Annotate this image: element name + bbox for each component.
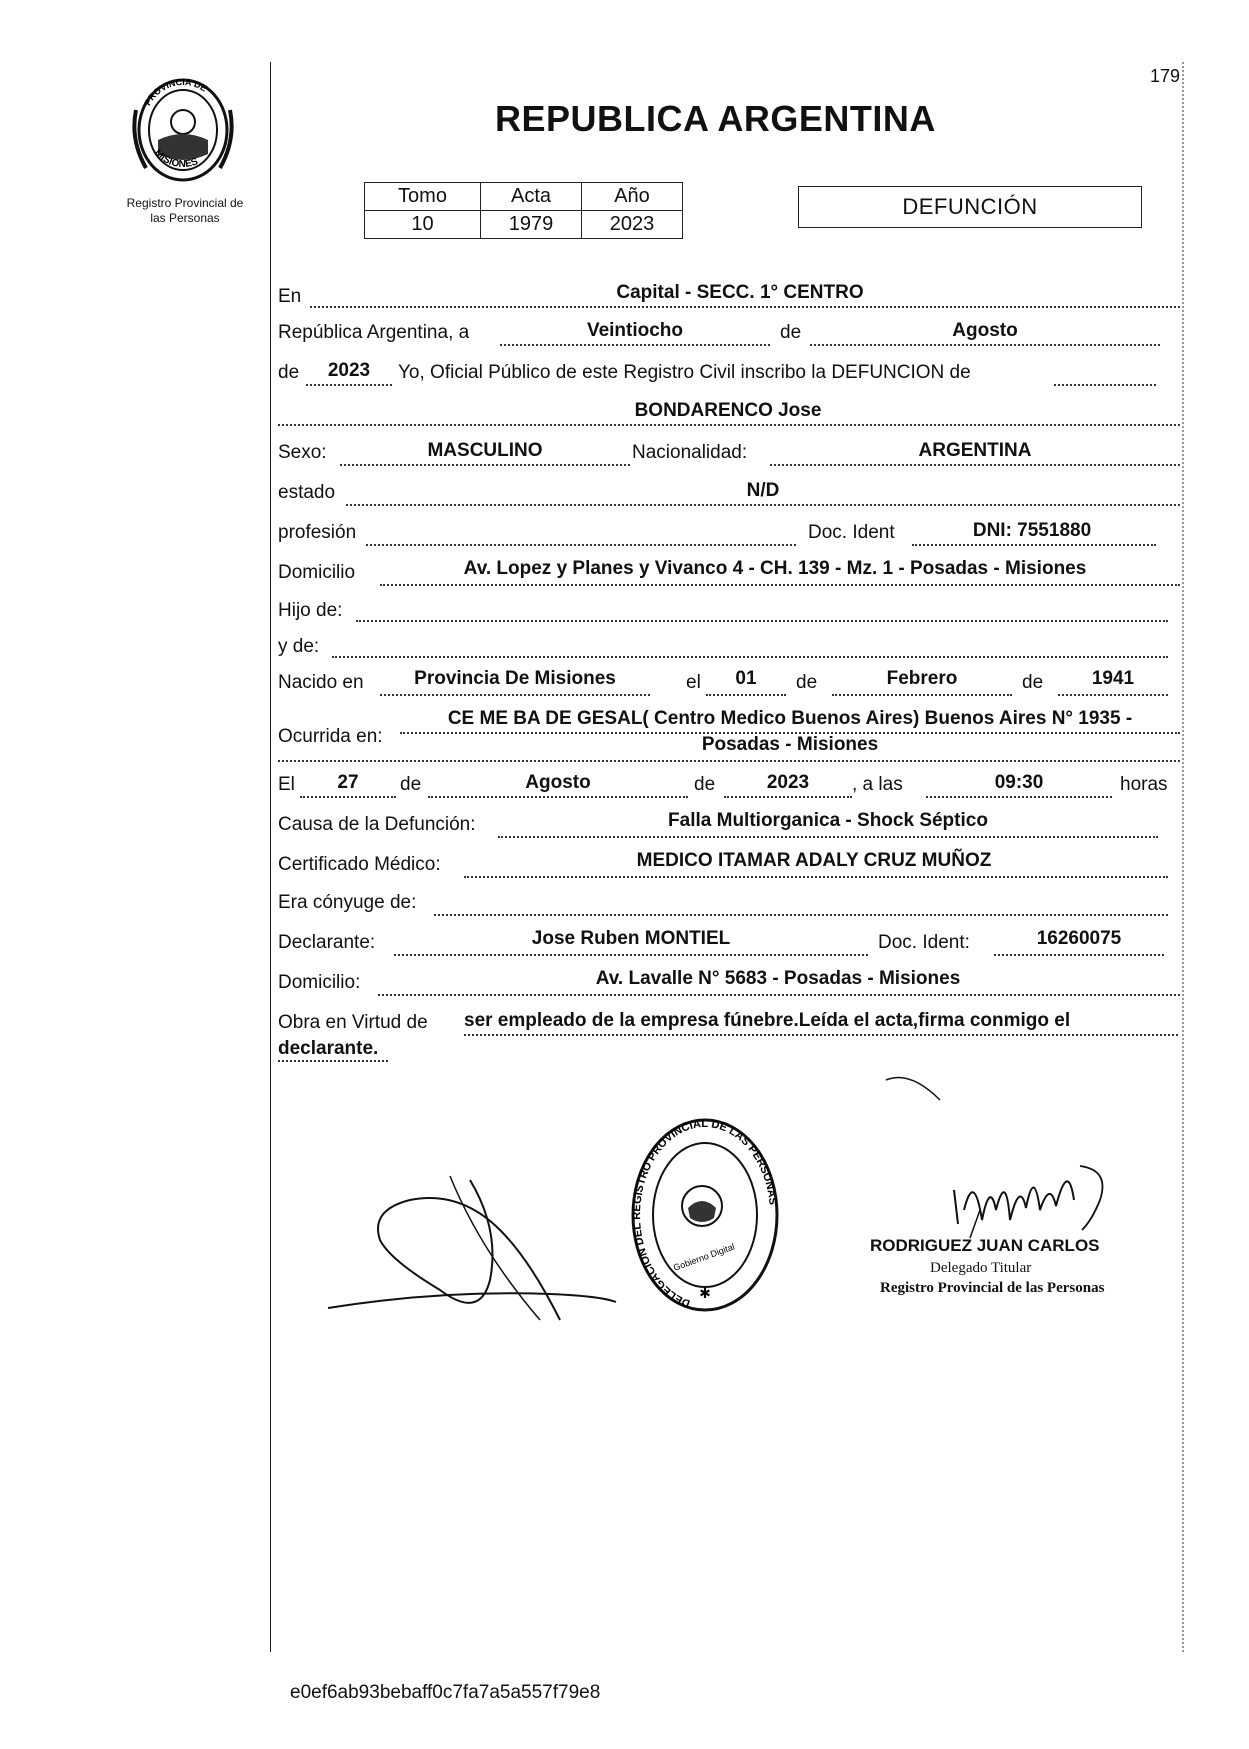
dotted-line xyxy=(498,836,1158,838)
right-margin-line xyxy=(1182,62,1185,1652)
dotted-line xyxy=(926,796,1112,798)
doc-ident2-value: 16260075 xyxy=(1036,928,1122,949)
dotted-line xyxy=(1058,694,1168,696)
dotted-line xyxy=(394,954,868,956)
official-signature xyxy=(870,1070,1130,1240)
day-words: Veintiocho xyxy=(586,320,684,341)
nacido-label: Nacido en xyxy=(278,672,364,693)
causa-label: Causa de la Defunción: xyxy=(278,814,476,835)
page-title: REPUBLICA ARGENTINA xyxy=(495,98,936,139)
ocurrida-line2: Posadas - Misiones xyxy=(701,734,879,755)
hijo-label: Hijo de: xyxy=(278,600,343,621)
dotted-line xyxy=(378,994,1180,996)
dotted-line xyxy=(340,464,630,466)
dotted-line xyxy=(300,796,396,798)
official-stamp xyxy=(630,1118,780,1318)
document-hash: e0ef6ab93bebaff0c7fa7a5a557f79e8 xyxy=(290,1682,601,1703)
declarant-signature xyxy=(320,1170,620,1330)
en-value: Capital - SECC. 1° CENTRO xyxy=(616,282,864,303)
deceased-name: BONDARENCO Jose xyxy=(634,400,822,421)
declarante-label: Declarante: xyxy=(278,932,376,953)
svg-text:MISIONES: MISIONES xyxy=(151,147,200,171)
svg-text:✱: ✱ xyxy=(699,1286,711,1302)
dotted-line xyxy=(1054,384,1156,386)
document-type: DEFUNCIÓN xyxy=(798,186,1142,228)
dotted-line xyxy=(500,344,770,346)
dotted-line xyxy=(770,464,1180,466)
dotted-line xyxy=(912,544,1156,546)
dotted-line xyxy=(706,694,786,696)
nacionalidad-label: Nacionalidad: xyxy=(632,442,748,463)
dotted-line xyxy=(332,656,1168,658)
month: Agosto xyxy=(952,320,1018,341)
sexo-label: Sexo: xyxy=(278,442,327,463)
tomo-header: Tomo xyxy=(365,183,481,211)
dotted-line xyxy=(428,796,688,798)
estado-label: estado xyxy=(278,482,336,503)
acta-table xyxy=(364,182,683,239)
anio-value: 2023 xyxy=(582,211,683,239)
dotted-line xyxy=(832,694,1012,696)
doc-ident-value: DNI: 7551880 xyxy=(972,520,1092,541)
year-prefix: de xyxy=(278,362,300,383)
dotted-line xyxy=(464,1034,1178,1036)
acta-value: 1979 xyxy=(481,211,582,239)
yde-label: y de: xyxy=(278,636,320,657)
svg-text:PROVINCIA DE: PROVINCIA DE xyxy=(142,76,209,108)
domicilio-label: Domicilio xyxy=(278,562,356,583)
de-label: de xyxy=(1022,672,1044,693)
year: 2023 xyxy=(327,360,371,381)
doc-ident2-label: Doc. Ident: xyxy=(878,932,970,953)
doc-ident-label: Doc. Ident xyxy=(808,522,895,543)
dotted-line xyxy=(278,1060,388,1062)
de-label: de xyxy=(694,774,716,795)
birth-year: 1941 xyxy=(1091,668,1135,689)
domicilio-value: Av. Lopez y Planes y Vivanco 4 - CH. 139 - Mz. 1 - Posadas - Misiones xyxy=(463,558,1087,579)
dotted-line xyxy=(810,344,1160,346)
horas-label: horas xyxy=(1120,774,1168,795)
ocurrida-label: Ocurrida en: xyxy=(278,726,383,747)
nacionalidad-value: ARGENTINA xyxy=(918,440,1032,461)
causa-value: Falla Multiorganica - Shock Séptico xyxy=(668,810,988,831)
svg-text:DELEGACION DEL REGISTRO PROVIN: DELEGACION DEL REGISTRO PROVINCIAL DE LAS PERSONAS xyxy=(631,1118,779,1310)
de-label: de xyxy=(780,322,802,343)
sexo-value: MASCULINO xyxy=(427,440,543,461)
dotted-line xyxy=(356,620,1168,622)
dotted-line xyxy=(994,954,1164,956)
de-label: de xyxy=(400,774,422,795)
death-month: Agosto xyxy=(525,772,591,793)
obra-label: Obra en Virtud de xyxy=(278,1012,428,1033)
birth-day: 01 xyxy=(735,668,757,689)
dotted-line xyxy=(306,384,392,386)
declarante-value: Jose Ruben MONTIEL xyxy=(531,928,731,949)
birth-month: Febrero xyxy=(886,668,958,689)
death-time: 09:30 xyxy=(994,772,1044,793)
republica-label: República Argentina, a xyxy=(278,322,470,343)
domicilio2-label: Domicilio: xyxy=(278,972,361,993)
official-organization: Registro Provincial de las Personas xyxy=(880,1280,1105,1296)
dotted-line xyxy=(310,306,1180,308)
dotted-line xyxy=(724,796,852,798)
dotted-line xyxy=(464,876,1168,878)
ocurrida-line1: CE ME BA DE GESAL( Centro Medico Buenos Aires) Buenos Aires N° 1935 - xyxy=(447,708,1133,729)
estado-value: N/D xyxy=(746,480,780,501)
certificado-value: MEDICO ITAMAR ADALY CRUZ MUÑOZ xyxy=(636,850,992,871)
domicilio2-value: Av. Lavalle N° 5683 - Posadas - Misiones xyxy=(595,968,961,989)
el2-label: El xyxy=(278,774,295,795)
provincial-seal-logo xyxy=(128,70,238,186)
dotted-line xyxy=(366,544,796,546)
obra-value-line1: ser empleado de la empresa fúnebre.Leída el acta,firma conmigo el xyxy=(464,1010,1071,1031)
official-name: RODRIGUEZ JUAN CARLOS xyxy=(870,1236,1100,1255)
dotted-line xyxy=(380,584,1180,586)
svg-text:Gobierno Digital: Gobierno Digital xyxy=(671,1241,737,1273)
death-year: 2023 xyxy=(766,772,810,793)
official-role: Delegado Titular xyxy=(930,1260,1032,1276)
alas-label: , a las xyxy=(852,774,903,795)
logo-caption: Registro Provincial de las Personas xyxy=(126,196,244,225)
left-margin-line xyxy=(270,62,271,1652)
de-label: de xyxy=(796,672,818,693)
el-label: el xyxy=(686,672,701,693)
death-day: 27 xyxy=(337,772,359,793)
nacido-value: Provincia De Misiones xyxy=(414,668,616,689)
conyuge-label: Era cónyuge de: xyxy=(278,892,417,913)
certificado-label: Certificado Médico: xyxy=(278,854,441,875)
page-number: 179 xyxy=(1150,66,1181,86)
obra-value-line2: declarante. xyxy=(278,1038,379,1059)
acta-header: Acta xyxy=(481,183,582,211)
profesion-label: profesión xyxy=(278,522,357,543)
en-label: En xyxy=(278,286,302,307)
dotted-line xyxy=(380,694,650,696)
dotted-line xyxy=(434,914,1168,916)
dotted-line xyxy=(278,424,1180,426)
anio-header: Año xyxy=(582,183,683,211)
dotted-line xyxy=(278,760,1180,762)
tomo-value: 10 xyxy=(365,211,481,239)
yo-text: Yo, Oficial Público de este Registro Civil inscribo la DEFUNCION de xyxy=(398,362,971,383)
dotted-line xyxy=(346,504,1180,506)
